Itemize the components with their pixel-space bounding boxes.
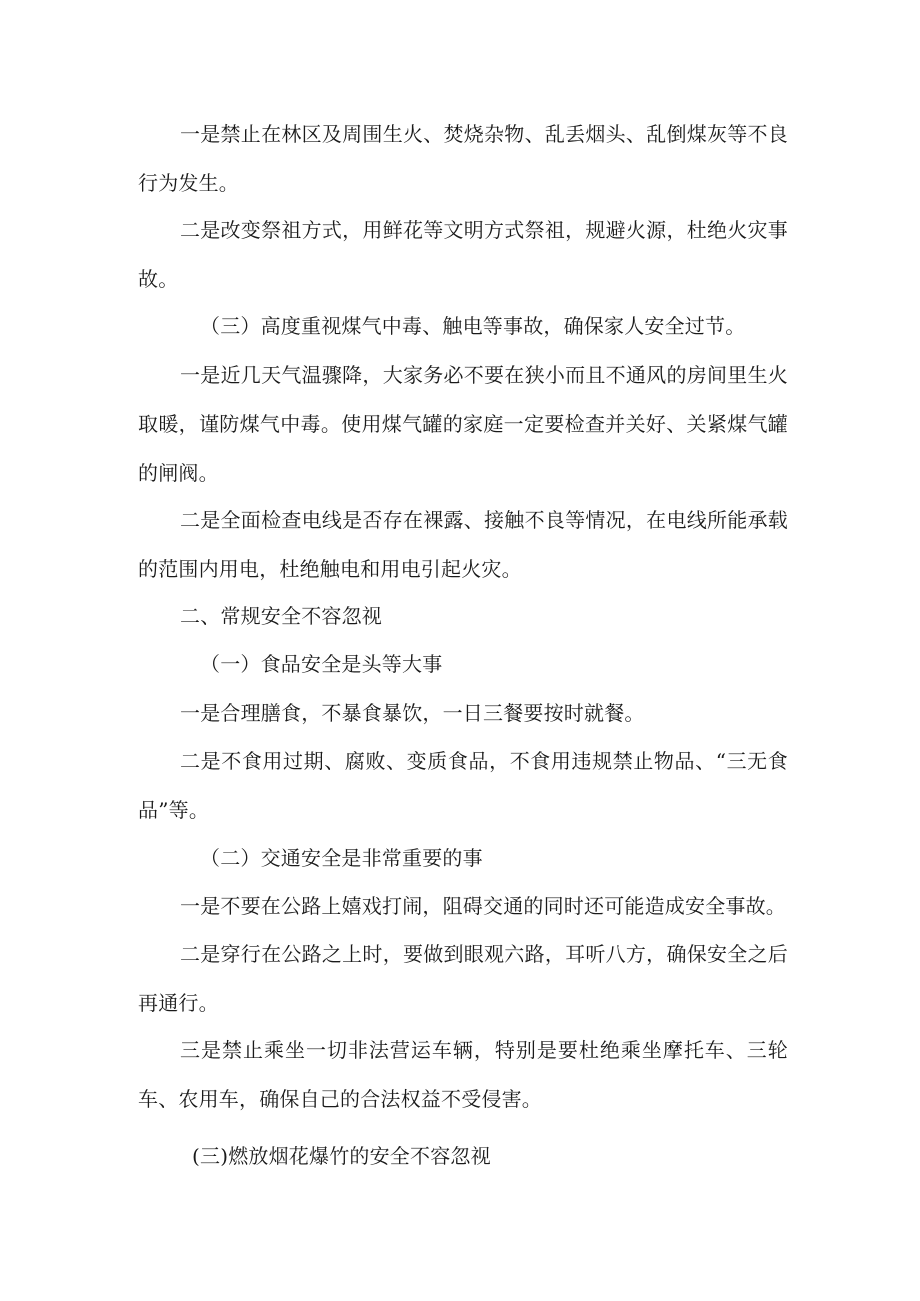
- section-heading-gas-electric: （三）高度重视煤气中毒、触电等事故，确保家人安全过节。: [200, 314, 746, 338]
- paragraph-gas-poisoning: 一是近几天气温骤降，大家务必不要在狭小而且不通风的房间里生火取暖，谨防煤气中毒。使用煤气罐的家庭一定要检查并关好、关紧煤气罐的闸阀。: [138, 363, 788, 485]
- paragraph-forest-fire-rule-2: 二是改变祭祖方式，用鲜花等文明方式祭祖，规避火源，杜绝火灾事故。: [138, 218, 788, 291]
- section-heading-fireworks: (三)燃放烟花爆竹的安全不容忽视: [192, 1144, 491, 1168]
- paragraph-road-play: 一是不要在公路上嬉戏打闹，阻碍交通的同时还可能造成安全事故。: [180, 894, 786, 918]
- paragraph-road-crossing: 二是穿行在公路之上时，要做到眼观六路，耳听八方，确保安全之后再通行。: [138, 942, 788, 1015]
- section-heading-food-safety: （一）食品安全是头等大事: [200, 652, 443, 676]
- paragraph-expired-food: 二是不食用过期、腐败、变质食品，不食用违规禁止物品、“三无食品”等。: [138, 749, 788, 822]
- section-heading-traffic-safety: （二）交通安全是非常重要的事: [200, 846, 483, 870]
- paragraph-forest-fire-rule-1: 一是禁止在林区及周围生火、焚烧杂物、乱丢烟头、乱倒煤灰等不良行为发生。: [138, 122, 788, 195]
- section-heading-routine-safety: 二、常规安全不容忽视: [180, 604, 382, 628]
- paragraph-electric-safety: 二是全面检查电线是否存在裸露、接触不良等情况，在电线所能承载的范围内用电，杜绝触电和用电引起火灾。: [138, 508, 788, 581]
- paragraph-diet: 一是合理膳食，不暴食暴饮，一日三餐要按时就餐。: [180, 701, 645, 725]
- paragraph-illegal-vehicles: 三是禁止乘坐一切非法营运车辆，特别是要杜绝乘坐摩托车、三轮车、农用车，确保自己的合法权益不受侵害。: [138, 1038, 788, 1111]
